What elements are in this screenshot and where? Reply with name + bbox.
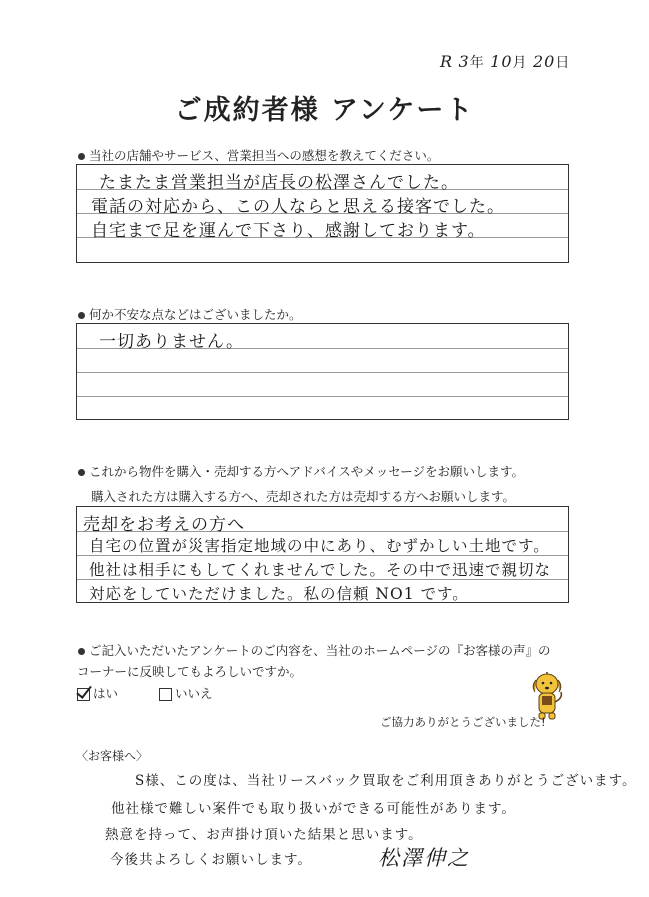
answer-3-line-3: 他社は相手にもしてくれませんでした。その中で迅速で親切な (89, 561, 552, 579)
thanks-message: ご協力ありがとうございました! (380, 715, 546, 729)
page-title: ご成約者様 アンケート (174, 95, 475, 126)
option-no-label: いいえ (175, 686, 213, 701)
answer-1-line-1: たまたま営業担当が店長の松澤さんでした。 (99, 173, 459, 193)
question-1-text: 当社の店舗やサービス、営業担当への感想を教えてください。 (89, 148, 440, 163)
answer-3-line-4: 対応をしていただけました。私の信頼 NO1 です。 (89, 585, 469, 603)
question-1 (78, 146, 439, 164)
answer-2-line-1: 一切ありません。 (99, 332, 245, 352)
ruled-line (77, 372, 568, 373)
option-yes[interactable] (77, 684, 118, 702)
date-month: 10 (490, 52, 513, 71)
question-3-text: これから物件を購入・売却する方へアドバイスやメッセージをお願いします。 (89, 464, 525, 479)
question-4-line-2: コーナーに反映してもよろしいですか。 (77, 664, 303, 679)
bullet-icon (78, 648, 85, 655)
bullet-icon (78, 153, 85, 160)
answer-1-line-3: 自宅まで足を運んで下さり、感謝しております。 (91, 221, 486, 241)
reply-line-2: 他社様で難しい案件でも取り扱いができる可能性があります。 (111, 801, 516, 817)
option-yes-label: はい (93, 686, 119, 701)
question-3-line-2: 購入された方は購入する方へ、売却された方は売却する方へお願いします。 (91, 489, 516, 504)
date-era: R (440, 52, 454, 71)
ruled-line (77, 396, 568, 397)
answer-1-line-2: 電話の対応から、この人ならと思える接客でした。 (91, 197, 505, 217)
answer-3-line-2: 自宅の位置が災害指定地域の中にあり、むずかしい土地です。 (89, 537, 550, 555)
date-year-label: 年 (469, 55, 485, 71)
date-year: 3 (458, 52, 470, 71)
signature: 松澤伸之 (378, 846, 470, 870)
answer-box-1 (76, 164, 569, 263)
answer-3-line-1: 売却をお考えの方へ (83, 515, 245, 535)
question-2 (78, 305, 302, 323)
question-2-text: 何か不安な点などはございましたか。 (89, 307, 302, 322)
answer-box-3 (76, 506, 569, 603)
checkbox-no[interactable] (159, 688, 172, 701)
date-day-label: 日 (555, 55, 571, 71)
reply-line-3: 熱意を持って、お声掛け頂いた結果と思います。 (105, 827, 423, 843)
question-3 (78, 462, 524, 480)
question-4 (78, 641, 551, 659)
checkbox-yes[interactable] (77, 688, 90, 701)
date-month-label: 月 (512, 55, 528, 71)
bullet-icon (78, 469, 85, 476)
answer-box-2 (76, 323, 569, 420)
option-no[interactable] (159, 684, 213, 702)
reply-line-4: 今後共よろしくお願いします。 (110, 852, 312, 868)
survey-date (440, 52, 570, 72)
date-day: 20 (532, 52, 556, 71)
reply-header: 〈お客様へ〉 (76, 749, 149, 763)
bullet-icon (78, 312, 85, 319)
question-4-text: ご記入いただいたアンケートのご内容を、当社のホームページの『お客様の声』の (89, 643, 551, 658)
reply-line-1: S様、この度は、当社リースバック買取をご利用頂きありがとうございます。 (135, 773, 637, 789)
